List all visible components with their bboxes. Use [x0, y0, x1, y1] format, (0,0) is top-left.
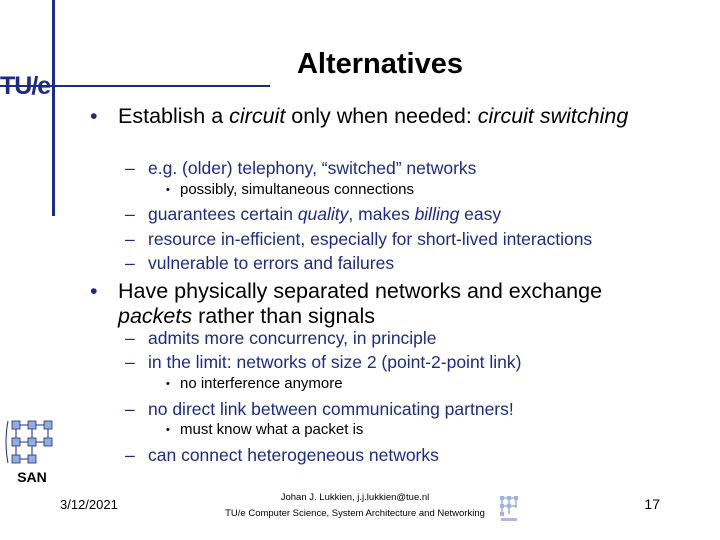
- dot-marker: •: [166, 424, 170, 436]
- sub-bullet: [125, 252, 395, 274]
- bullet-marker: •: [90, 279, 98, 303]
- bullet-marker: •: [90, 104, 98, 128]
- bullet-text: Establish a: [118, 104, 230, 128]
- sub-bullet-emphasis: billing: [414, 204, 460, 224]
- sub-bullet: [125, 203, 502, 225]
- bullet-packet-switching: [90, 279, 678, 329]
- dash-marker: –: [125, 229, 135, 249]
- bullet-text: Have physically separated networks and exchange: [118, 279, 603, 303]
- dash-marker: –: [125, 253, 135, 273]
- san-logo-text: SAN: [17, 469, 47, 485]
- dash-marker: –: [125, 352, 135, 372]
- left-accent-bar: [52, 0, 55, 216]
- sub-bullet: [125, 327, 437, 349]
- sub-bullet-text: e.g. (older) telephony, “switched” networks: [148, 158, 477, 178]
- sub-bullet-text: no direct link between communicating partners!: [148, 399, 514, 419]
- bullet-circuit-switching: [90, 104, 629, 129]
- dash-marker: –: [125, 328, 135, 348]
- page-number: 17: [644, 496, 660, 512]
- san-logo: [2, 415, 62, 485]
- slide-title: Alternatives: [296, 48, 463, 80]
- sub-bullet-text: , makes: [348, 204, 415, 224]
- sub-bullet: [125, 157, 477, 179]
- bullet-text: only when needed:: [285, 104, 478, 128]
- sub-bullet-text: resource in-efficient, especially for short-lived interactions: [148, 229, 593, 249]
- sub-bullet-emphasis: quality: [297, 204, 349, 224]
- dash-marker: –: [125, 158, 135, 178]
- sub-sub-bullet: [166, 375, 343, 393]
- sub-sub-bullet-text: possibly, simultaneous connections: [180, 181, 415, 198]
- sub-bullet: [125, 444, 439, 466]
- sub-bullet: [125, 398, 514, 420]
- sub-bullet-text: guarantees certain: [148, 204, 298, 224]
- sub-bullet-text: in the limit: networks of size 2 (point-2-point link): [148, 352, 522, 372]
- sub-bullet: [125, 228, 593, 250]
- dash-marker: –: [125, 399, 135, 419]
- dash-marker: –: [125, 204, 135, 224]
- tue-logo: TU/e: [0, 72, 51, 100]
- bullet-emphasis: circuit switching: [477, 104, 629, 128]
- sub-bullet-text: admits more concurrency, in principle: [148, 328, 437, 348]
- bullet-emphasis: circuit: [229, 104, 286, 128]
- sub-bullet: [125, 351, 522, 373]
- footer-date: 3/12/2021: [60, 497, 118, 512]
- sub-bullet-text: vulnerable to errors and failures: [148, 253, 395, 273]
- footer-author: Johan J. Lukkien, j.j.lukkien@tue.nl: [280, 492, 430, 503]
- sub-sub-bullet-text: no interference anymore: [180, 375, 343, 392]
- sub-sub-bullet: [166, 421, 364, 439]
- bullet-emphasis: packets: [118, 304, 193, 328]
- dot-marker: •: [166, 378, 170, 390]
- dash-marker: –: [125, 445, 135, 465]
- dot-marker: •: [166, 184, 170, 196]
- sub-sub-bullet: [166, 181, 415, 199]
- footer-credits: [216, 490, 494, 522]
- footer-department: TU/e Computer Science, System Architecture and Networking: [225, 508, 485, 519]
- department-logo-icon: [498, 494, 520, 524]
- sub-bullet-text: easy: [459, 204, 502, 224]
- sub-sub-bullet-text: must know what a packet is: [180, 421, 364, 438]
- sub-bullet-text: can connect heterogeneous networks: [148, 445, 439, 465]
- bullet-text: rather than signals: [192, 304, 375, 328]
